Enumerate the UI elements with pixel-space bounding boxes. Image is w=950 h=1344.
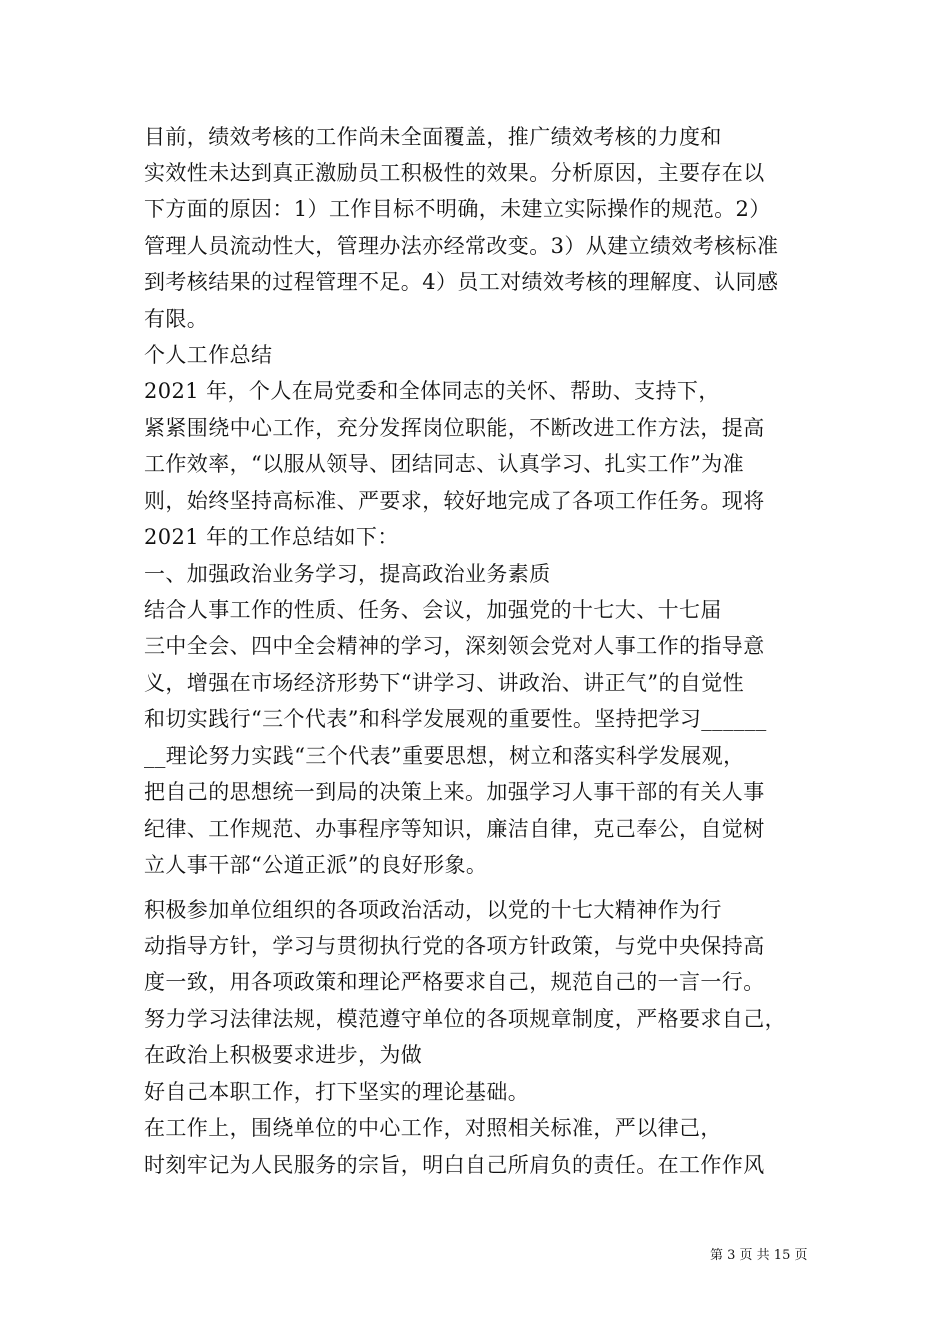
text-line: 纪律、工作规范、办事程序等知识，廉洁自律，克己奉公，自觉树 xyxy=(144,817,765,841)
text-line: 实效性未达到真正激励员工积极性的效果。分析原因，主要存在以 xyxy=(144,161,765,185)
text-line: __理论努力实践“三个代表”重要思想，树立和落实科学发展观， xyxy=(144,744,745,768)
text-line: 管理人员流动性大，管理办法亦经常改变。3）从建立绩效考核标准 xyxy=(144,234,779,258)
text-line: 则，始终坚持高标准、严要求，较好地完成了各项工作任务。现将 xyxy=(144,489,765,513)
text-line: 和切实践行“三个代表”和科学发展观的重要性。坚持把学习______ xyxy=(144,707,767,731)
text-line: 紧紧围绕中心工作，充分发挥岗位职能，不断改进工作方法，提高 xyxy=(144,416,765,440)
text-line: 有限。 xyxy=(144,307,209,331)
text-line: 在政治上积极要求进步，为做 xyxy=(144,1043,423,1067)
text-line: 动指导方针，学习与贯彻执行党的各项方针政策，与党中央保持高 xyxy=(144,934,765,958)
text-line: 在工作上，围绕单位的中心工作，对照相关标准，严以律己， xyxy=(144,1116,722,1140)
text-line: 义，增强在市场经济形势下“讲学习、讲政治、讲正气”的自觉性 xyxy=(144,671,745,695)
text-line: 把自己的思想统一到局的决策上来。加强学习人事干部的有关人事 xyxy=(144,780,765,804)
text-line: 2021 年的工作总结如下： xyxy=(144,525,399,549)
text-line: 工作效率，“以服从领导、团结同志、认真学习、扎实工作”为准 xyxy=(144,452,745,476)
subsection-heading: 一、加强政治业务学习，提高政治业务素质 xyxy=(144,562,551,586)
text-line: 下方面的原因：1）工作目标不明确，未建立实际操作的规范。2） xyxy=(144,197,771,221)
text-line: 结合人事工作的性质、任务、会议，加强党的十七大、十七届 xyxy=(144,598,722,622)
text-line: 积极参加单位组织的各项政治活动，以党的十七大精神作为行 xyxy=(144,898,722,922)
text-line: 到考核结果的过程管理不足。4）员工对绩效考核的理解度、认同感 xyxy=(144,270,779,294)
text-line: 三中全会、四中全会精神的学习，深刻领会党对人事工作的指导意 xyxy=(144,634,765,658)
text-line: 时刻牢记为人民服务的宗旨，明白自己所肩负的责任。在工作作风 xyxy=(144,1153,765,1177)
text-line: 好自己本职工作，打下坚实的理论基础。 xyxy=(144,1080,530,1104)
text-line: 2021 年，个人在局党委和全体同志的关怀、帮助、支持下， xyxy=(144,379,720,403)
text-line: 立人事干部“公道正派”的良好形象。 xyxy=(144,853,488,877)
page-number-footer: 第 3 页 共 15 页 xyxy=(710,1248,808,1263)
section-heading: 个人工作总结 xyxy=(144,343,273,367)
text-line: 目前，绩效考核的工作尚未全面覆盖，推广绩效考核的力度和 xyxy=(144,125,722,149)
text-line: 度一致，用各项政策和理论严格要求自己，规范自己的一言一行。 xyxy=(144,970,765,994)
text-line: 努力学习法律法规，模范遵守单位的各项规章制度，严格要求自己， xyxy=(144,1007,786,1031)
